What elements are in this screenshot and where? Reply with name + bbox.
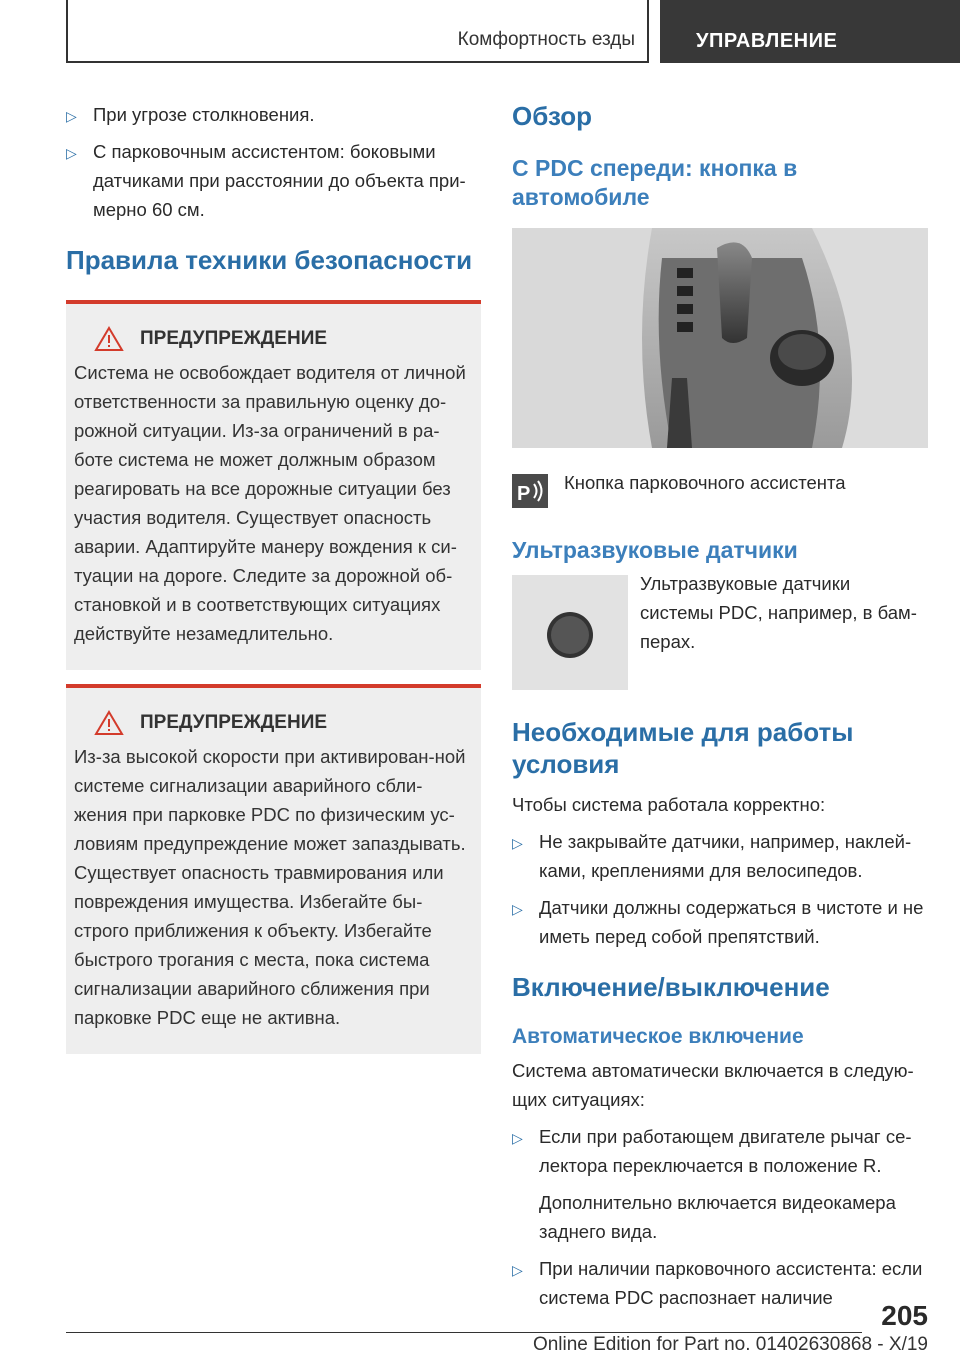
safety-heading: Правила техники безопасности (66, 245, 473, 275)
warning-triangle-icon (94, 326, 124, 352)
warning-title: ПРЕДУПРЕЖДЕНИЕ (140, 328, 328, 349)
pdc-button-caption: Кнопка парковочного ассистента (564, 472, 846, 493)
car-console-photo (512, 228, 928, 448)
left-column (66, 100, 481, 1054)
conditions-heading: Необходимые для работы условия (512, 717, 854, 779)
sensor-row (512, 575, 928, 690)
triangle-bullet-icon: ▷ (512, 1262, 523, 1278)
sensors-heading: Ультразвуковые датчики (512, 537, 798, 563)
pdc-button-row (512, 468, 928, 508)
conditions-intro: Чтобы система работала корректно: (512, 794, 826, 815)
list-item: ▷ С парковочным ассистентом: боковыми датчиками при расстоянии до объекта при-мерно 60 см. (66, 141, 466, 220)
header-chapter-box (660, 0, 960, 63)
triangle-bullet-icon: ▷ (66, 145, 77, 161)
sensors-text: Ультразвуковые датчики системы PDC, например, в бам-перах. (640, 573, 917, 652)
header-section-box (66, 0, 649, 63)
footer-edition-text: Online Edition for Part no. 01402630868 - X/19 (532, 1334, 928, 1355)
auto-heading: Автоматическое включение (512, 1025, 804, 1048)
triangle-bullet-icon: ▷ (512, 835, 523, 851)
onoff-heading: Включение/выключение (512, 972, 830, 1002)
page-number: 205 (881, 1300, 928, 1331)
svg-text:P: P (517, 483, 531, 505)
triangle-bullet-icon: ▷ (66, 108, 77, 124)
warning-body: Из-за высокой скорости при активирован-ной системе сигнализации аварийного сбли-жения при парковке PDC по физическим ус-ловиям предупреждение может запаздывать. Существует опасность травмирования или повреждения имущества. Избегайте бы-строго приближения к объекту. Избегайте быстрого трогания с места, пока система сигнализации аварийного сближения при парковке PDC еще не активна. (74, 746, 466, 1028)
right-column (512, 100, 928, 1320)
header-section-label: Комфортность езды (457, 29, 635, 50)
list-item: ▷ Не закрывайте датчики, например, наклей-ками, креплениями для велосипедов. (512, 831, 912, 881)
warning-box (66, 300, 481, 670)
parking-assistant-icon (512, 474, 548, 508)
footer-divider (66, 1332, 862, 1333)
overview-heading: Обзор (512, 101, 592, 131)
list-item: ▷ При угрозе столкновения. (66, 100, 481, 129)
ultrasonic-sensor-image (512, 575, 628, 690)
warning-triangle-icon (94, 710, 124, 736)
list-item: ▷ При наличии парковочного ассистента: если система PDC распознает наличие (512, 1258, 923, 1308)
triangle-bullet-icon: ▷ (512, 901, 523, 917)
list-item: ▷ Датчики должны содержаться в чистоте и не иметь перед собой препятствий. (512, 897, 924, 947)
pdc-heading: С PDC спереди: кнопка в автомобиле (512, 155, 798, 210)
warning-body: Система не освобождает водителя от личной ответственности за правильную оценку до-рожной ситуации. Из-за ограничений в ра-боте система не может должным образом реагировать на все дорожные ситуации без участия водителя. Существует опасность аварии. Адаптируйте манеру вождения к си-туации на дороге. Следите за дорожной об-становкой и в соответствующих ситуациях действуйте незамедлительно. (74, 362, 466, 644)
auto-intro: Система автоматически включается в следую-щих ситуациях: (512, 1060, 914, 1110)
triangle-bullet-icon: ▷ (512, 1130, 523, 1146)
header-chapter-label: УПРАВЛЕНИЕ (696, 30, 838, 52)
auto-bullet-1-extra: Дополнительно включается видеокамера заднего вида. (539, 1192, 896, 1242)
warning-box (66, 684, 481, 1054)
warning-title: ПРЕДУПРЕЖДЕНИЕ (140, 712, 328, 733)
list-item: ▷ Если при работающем двигателе рычаг се-лектора переключается в положение R. (512, 1126, 912, 1176)
